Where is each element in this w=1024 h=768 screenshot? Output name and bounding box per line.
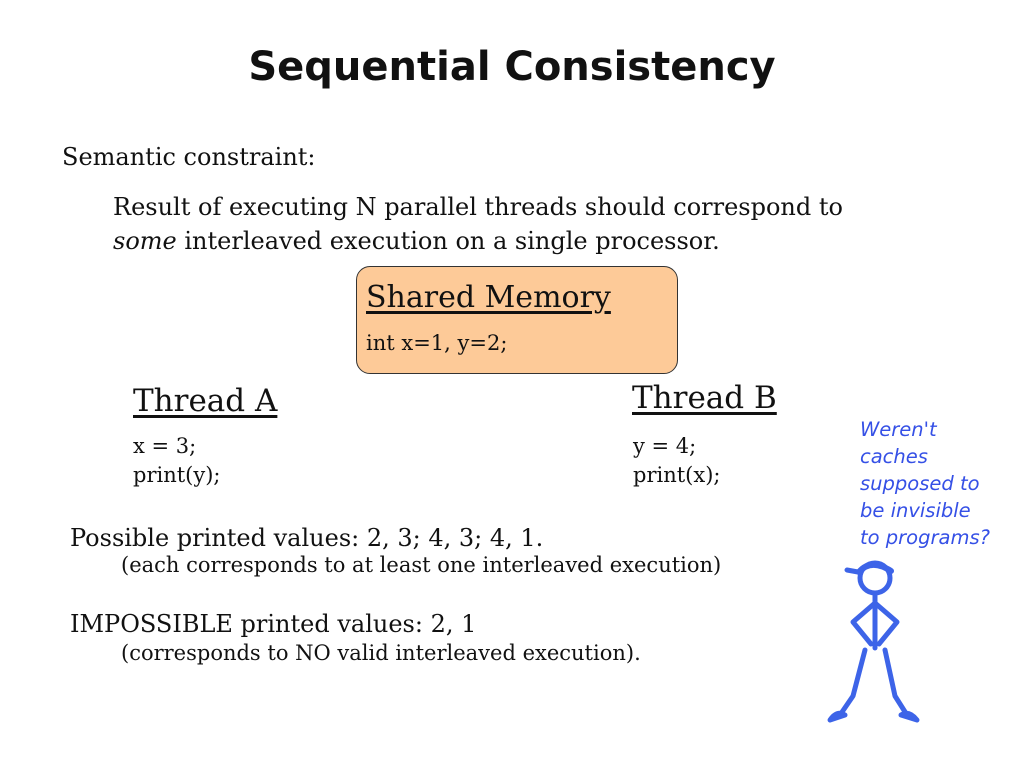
description-emphasis: some [113, 227, 177, 255]
possible-values: Possible printed values: 2, 3; 4, 3; 4, 1. [70, 524, 544, 552]
thread-b-line-2: print(x); [633, 463, 721, 487]
thread-a-line-2: print(y); [133, 463, 221, 487]
thread-a-line-1: x = 3; [133, 434, 197, 458]
slide-title: Sequential Consistency [248, 44, 776, 90]
impossible-values: IMPOSSIBLE printed values: 2, 1 [70, 610, 477, 638]
shared-memory-title: Shared Memory [366, 280, 611, 315]
speech-line-4: be invisible [860, 499, 971, 522]
shared-memory-code: int x=1, y=2; [366, 331, 508, 355]
speech-text [860, 416, 990, 551]
thread-a-title: Thread A [133, 383, 278, 419]
description-line-2 [113, 224, 843, 258]
impossible-values-note: (corresponds to NO valid interleaved execution). [121, 641, 641, 665]
description-line-1: Result of executing N parallel threads should correspond to [113, 193, 843, 221]
thread-b-code [633, 432, 720, 490]
thread-b-line-1: y = 4; [633, 434, 697, 458]
speech-line-1: Weren't [860, 418, 937, 441]
speech-line-5: to programs? [860, 526, 990, 549]
description [113, 190, 843, 258]
possible-values-note: (each corresponds to at least one interleaved execution) [121, 553, 722, 577]
speech-line-3: supposed to [860, 472, 980, 495]
subtitle: Semantic constraint: [62, 143, 316, 171]
thread-b-title: Thread B [632, 380, 777, 416]
stick-figure-icon [825, 558, 925, 738]
thread-a-code [133, 432, 221, 490]
speech-line-2: caches [860, 445, 928, 468]
description-line-2-rest: interleaved execution on a single processor. [176, 227, 720, 255]
